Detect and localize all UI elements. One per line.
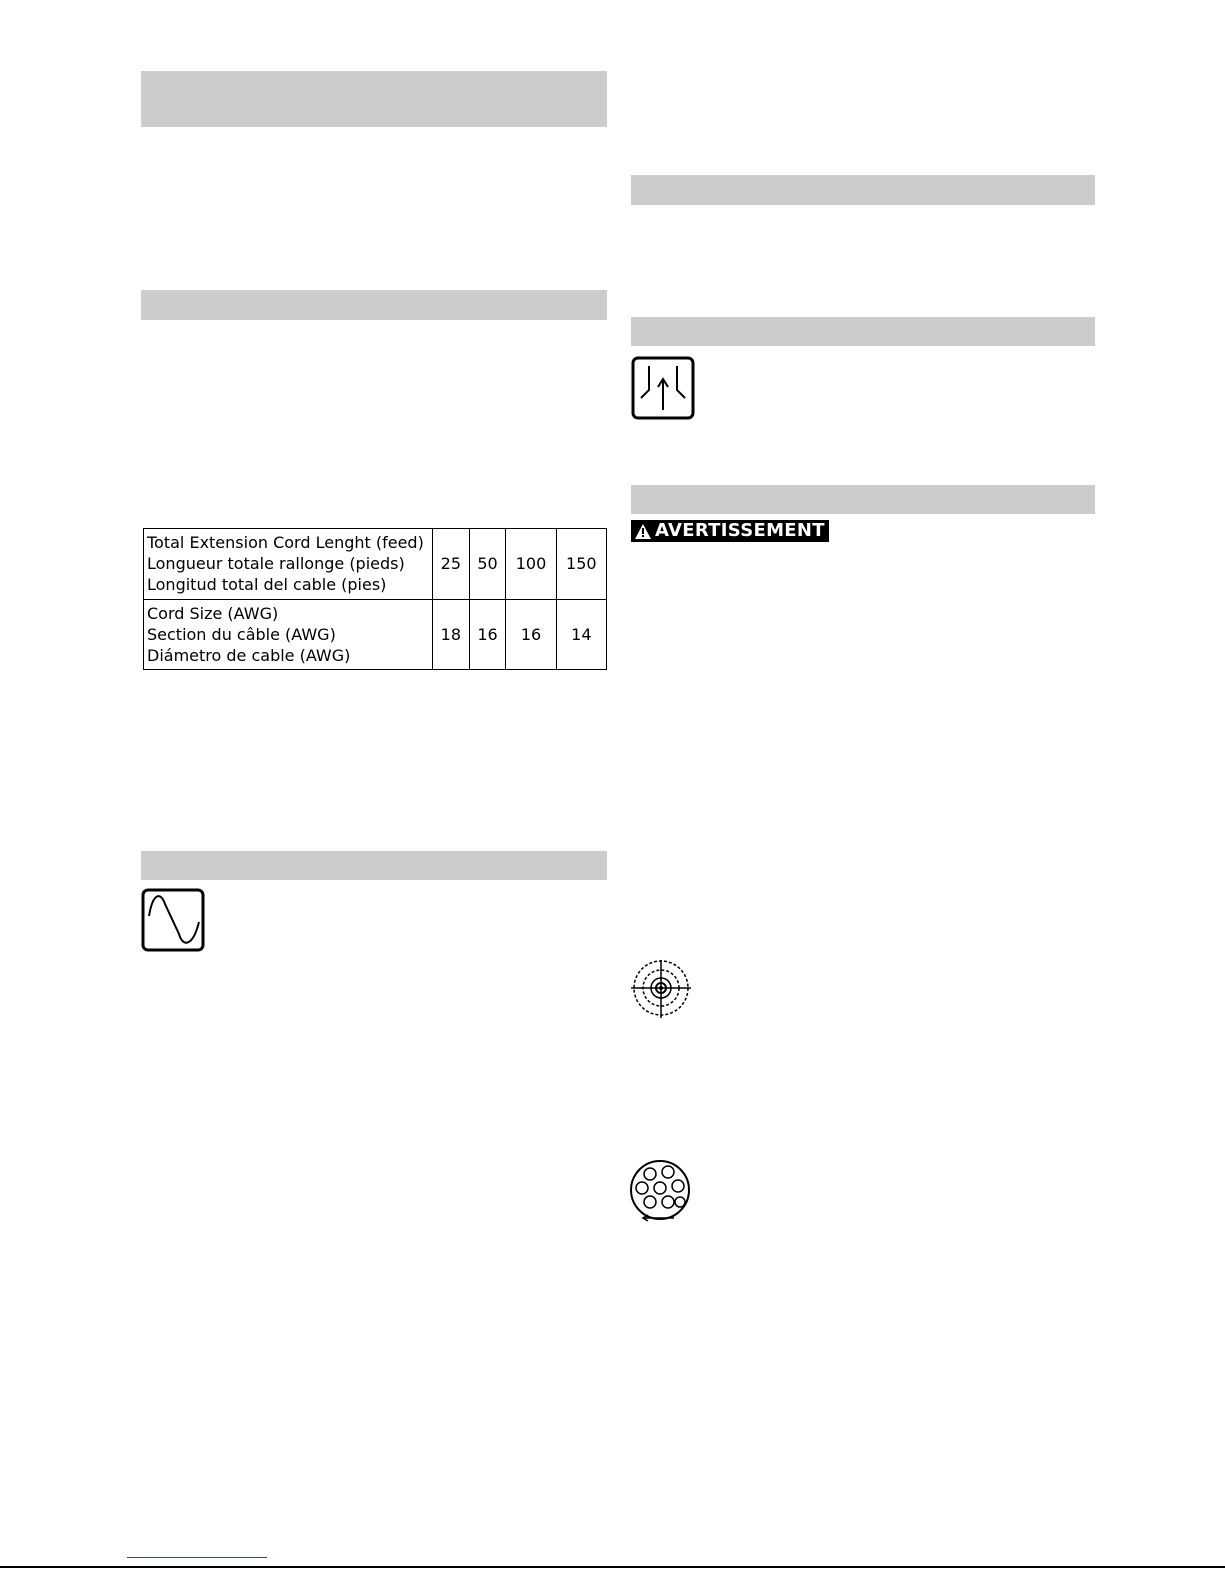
section-header-bar [631, 317, 1095, 346]
label-line: Longitud total del cable (pies) [147, 575, 387, 595]
label-line: Cord Size (AWG) [147, 603, 279, 623]
extension-cord-table [143, 528, 607, 670]
table-row [144, 599, 607, 670]
footer-rule [0, 1566, 1225, 1568]
dust-extraction-icon [631, 356, 695, 420]
table-cell-label [144, 529, 433, 600]
section-header-bar [631, 175, 1095, 205]
circles-rotation-icon [628, 1158, 692, 1224]
warning-triangle-icon [634, 523, 652, 540]
section-header-bar [631, 485, 1095, 514]
table-cell-value: 100 [506, 529, 556, 600]
table-cell-value: 14 [556, 599, 606, 670]
target-icon [629, 956, 693, 1020]
footer-link-underline [127, 1557, 267, 1558]
warning-label [631, 520, 829, 542]
table-cell-value: 150 [556, 529, 606, 600]
section-header-bar [141, 290, 607, 320]
warning-text: AVERTISSEMENT [655, 520, 825, 541]
alternating-current-icon [141, 888, 205, 952]
table-cell-value: 16 [506, 599, 556, 670]
table-cell-label [144, 599, 433, 670]
label-line: Longueur totale rallonge (pieds) [147, 554, 405, 574]
label-line: Section du câble (AWG) [147, 624, 336, 644]
table-cell-value: 18 [433, 599, 470, 670]
table-cell-value: 16 [469, 599, 506, 670]
table-row [144, 529, 607, 600]
table-cell-value: 50 [469, 529, 506, 600]
label-line: Total Extension Cord Lenght (feed) [147, 533, 424, 553]
section-header-bar-large [141, 71, 607, 127]
table-cell-value: 25 [433, 529, 470, 600]
section-header-bar [141, 851, 607, 880]
label-line: Diámetro de cable (AWG) [147, 645, 351, 665]
